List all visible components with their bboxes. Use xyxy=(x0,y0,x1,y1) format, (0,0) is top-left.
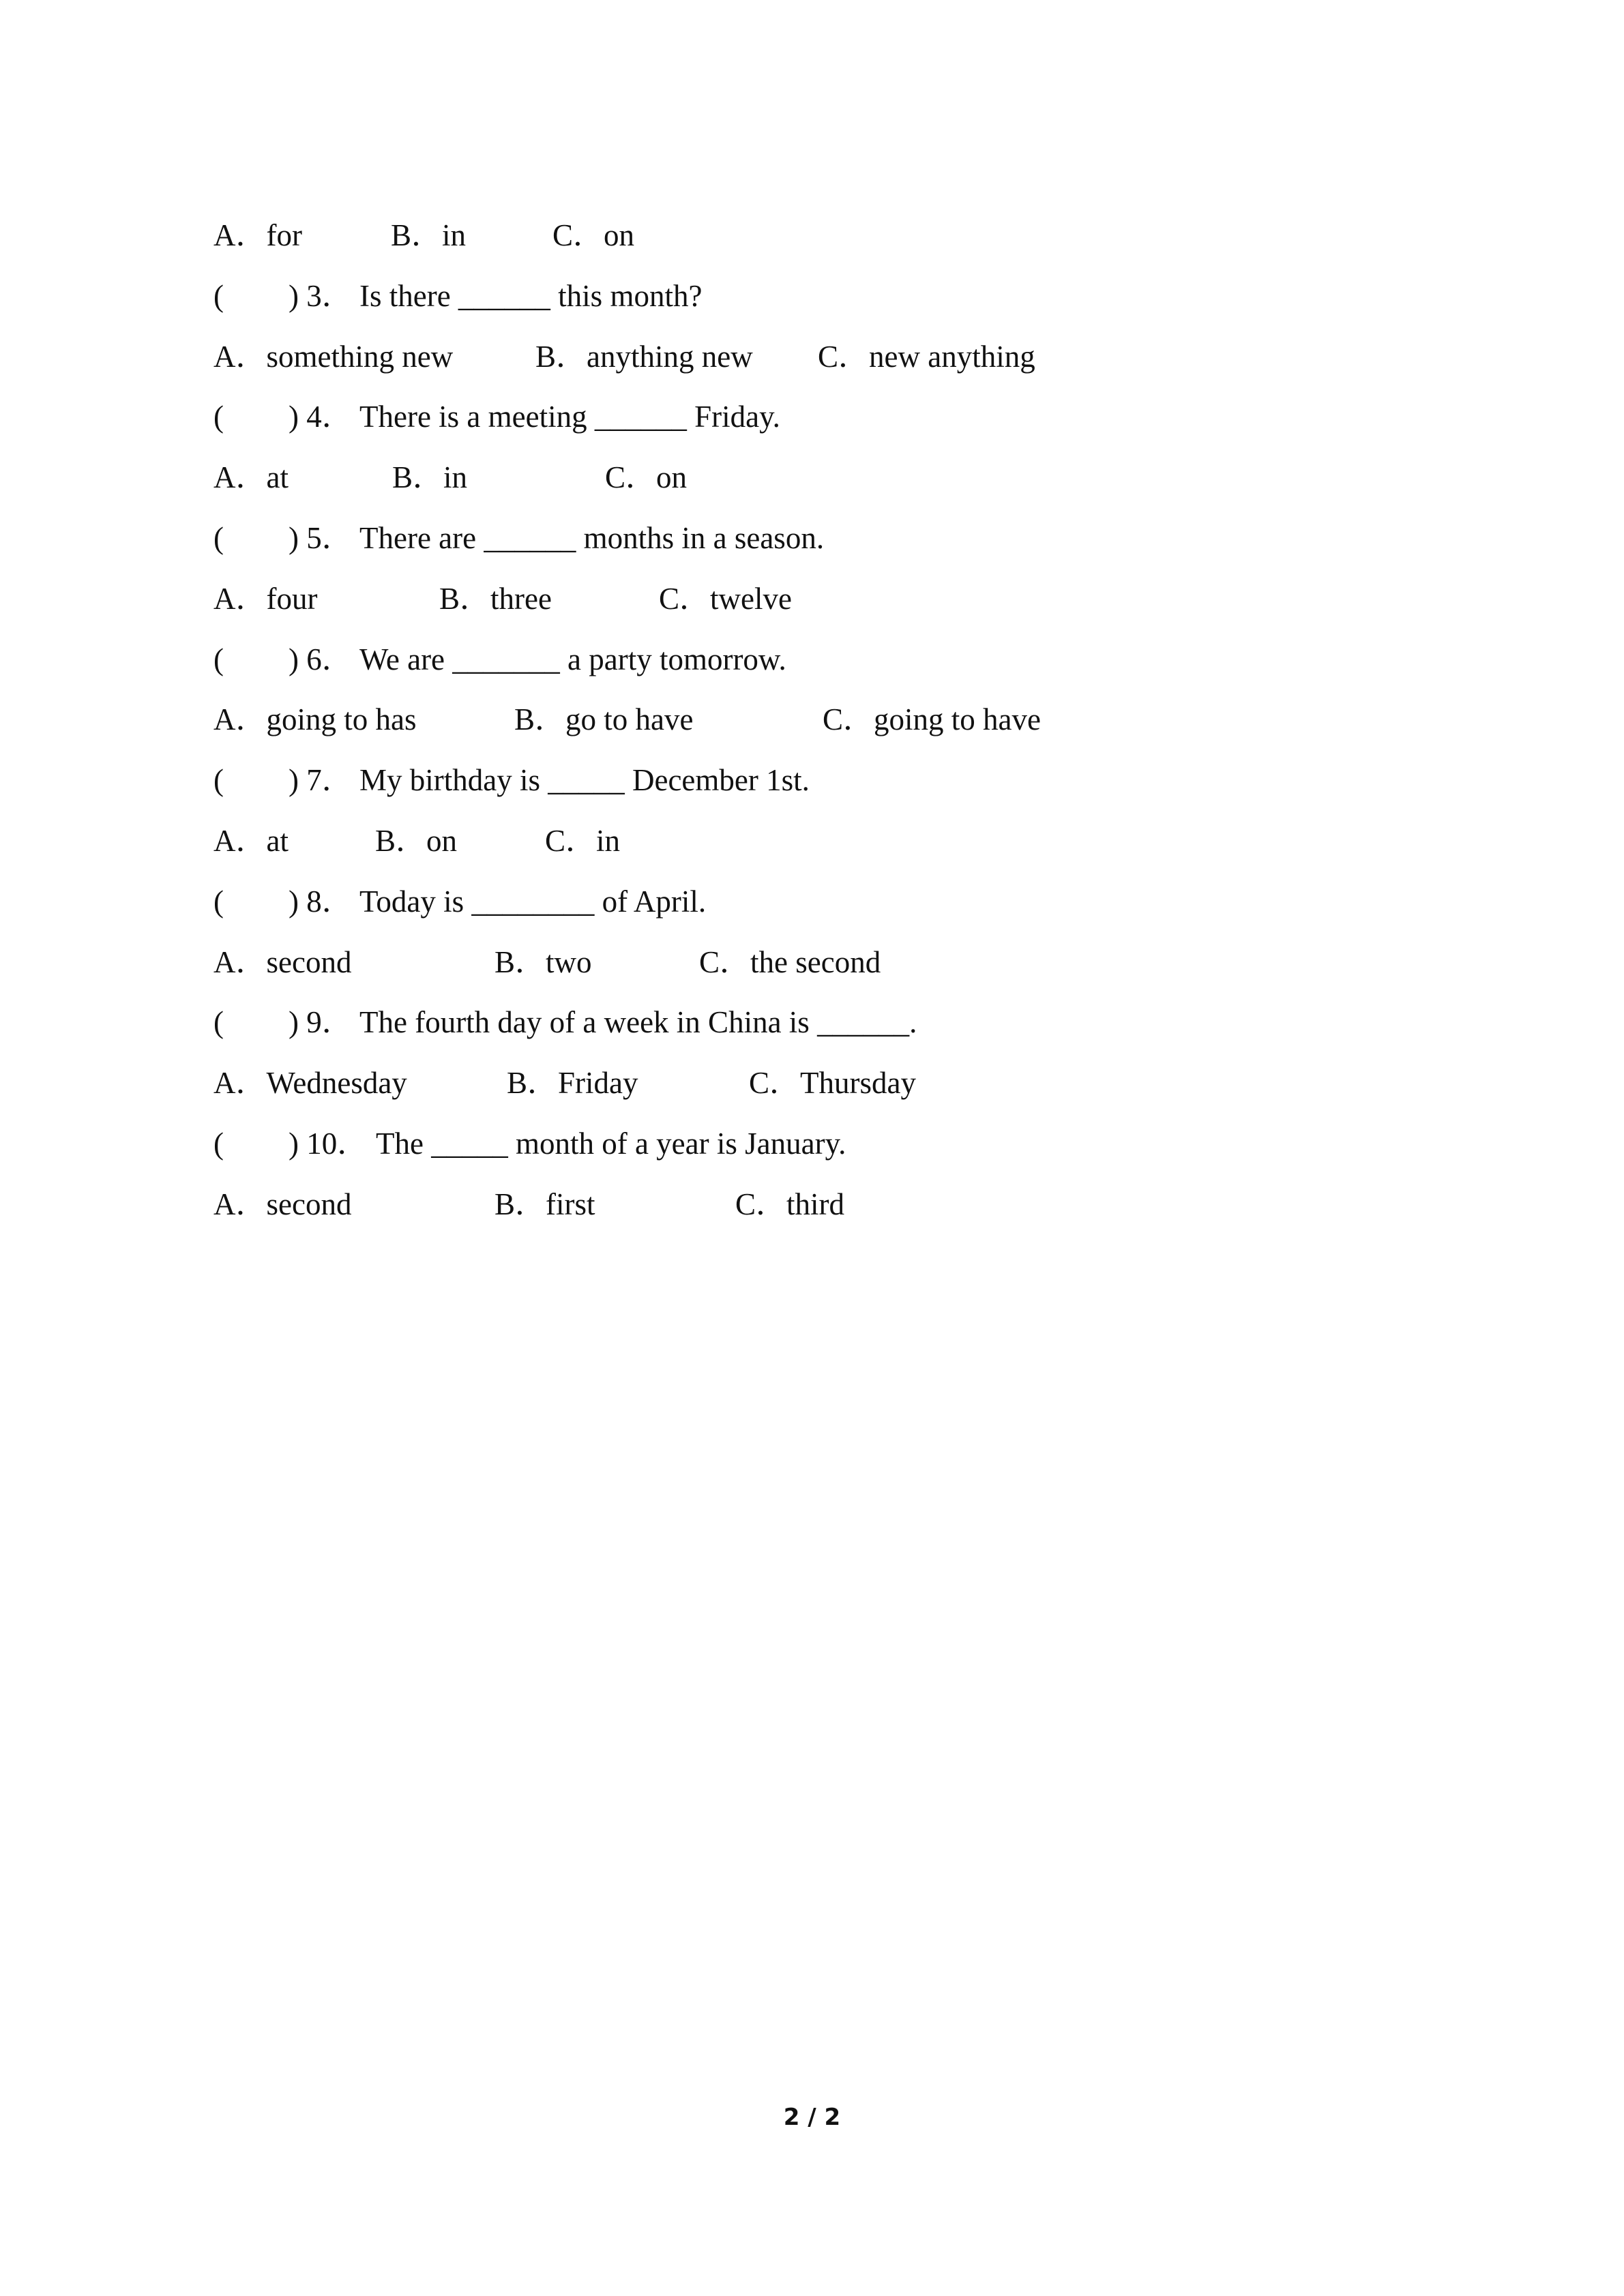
question-number: ) 4． xyxy=(289,400,353,434)
option-b: B．go to have xyxy=(514,702,694,736)
option-b: B．on xyxy=(375,824,458,858)
answer-bracket: ( xyxy=(213,1005,224,1039)
option-a: A．at xyxy=(213,824,289,858)
question-number: ) 8． xyxy=(289,884,353,919)
question-stem: Is there ______ this month? xyxy=(359,279,703,313)
question-stem: The _____ month of a year is January. xyxy=(376,1127,846,1161)
option-c: C．twelve xyxy=(659,582,792,616)
question-number: ) 9． xyxy=(289,1005,353,1039)
option-a: A．going to has xyxy=(213,702,417,736)
option-b: B．two xyxy=(494,945,592,979)
answer-bracket: ( xyxy=(213,400,224,434)
question-stem: The fourth day of a week in China is ______. xyxy=(359,1005,917,1039)
question-stem: Today is ________ of April. xyxy=(359,884,707,919)
option-b: B．Friday xyxy=(507,1066,638,1100)
option-c: C．Thursday xyxy=(749,1066,916,1100)
question-stem: There is a meeting ______ Friday. xyxy=(359,400,780,434)
option-a: A．Wednesday xyxy=(213,1066,407,1100)
option-a: A．for xyxy=(213,218,302,252)
option-c: C．third xyxy=(735,1187,845,1221)
option-a: A．four xyxy=(213,582,318,616)
answer-bracket: ( xyxy=(213,1127,224,1161)
option-c: C．new anything xyxy=(818,340,1035,374)
option-a: A．second xyxy=(213,1187,352,1221)
option-b: B．in xyxy=(392,460,468,494)
answer-bracket: ( xyxy=(213,884,224,919)
answer-bracket: ( xyxy=(213,642,224,676)
question-number: ) 5． xyxy=(289,521,353,555)
page-number: 2 / 2 xyxy=(783,2104,841,2131)
option-c: C．on xyxy=(552,218,635,252)
option-b: B．in xyxy=(391,218,467,252)
answer-bracket: ( xyxy=(213,521,224,555)
option-a: A．at xyxy=(213,460,289,494)
question-number: ) 10． xyxy=(289,1127,368,1161)
question-number: ) 3． xyxy=(289,279,353,313)
option-b: B．three xyxy=(439,582,552,616)
option-b: B．first xyxy=(494,1187,595,1221)
option-c: C．the second xyxy=(699,945,881,979)
option-c: C．on xyxy=(605,460,688,494)
answer-bracket: ( xyxy=(213,763,224,797)
question-number: ) 7． xyxy=(289,763,353,797)
option-c: C．in xyxy=(545,824,621,858)
option-c: C．going to have xyxy=(823,702,1041,736)
option-b: B．anything new xyxy=(535,340,753,374)
option-a: A．second xyxy=(213,945,352,979)
option-a: A．something new xyxy=(213,340,454,374)
question-stem: My birthday is _____ December 1st. xyxy=(359,763,810,797)
question-number: ) 6． xyxy=(289,642,353,676)
question-stem: There are ______ months in a season. xyxy=(359,521,825,555)
answer-bracket: ( xyxy=(213,279,224,313)
question-stem: We are _______ a party tomorrow. xyxy=(359,642,786,676)
